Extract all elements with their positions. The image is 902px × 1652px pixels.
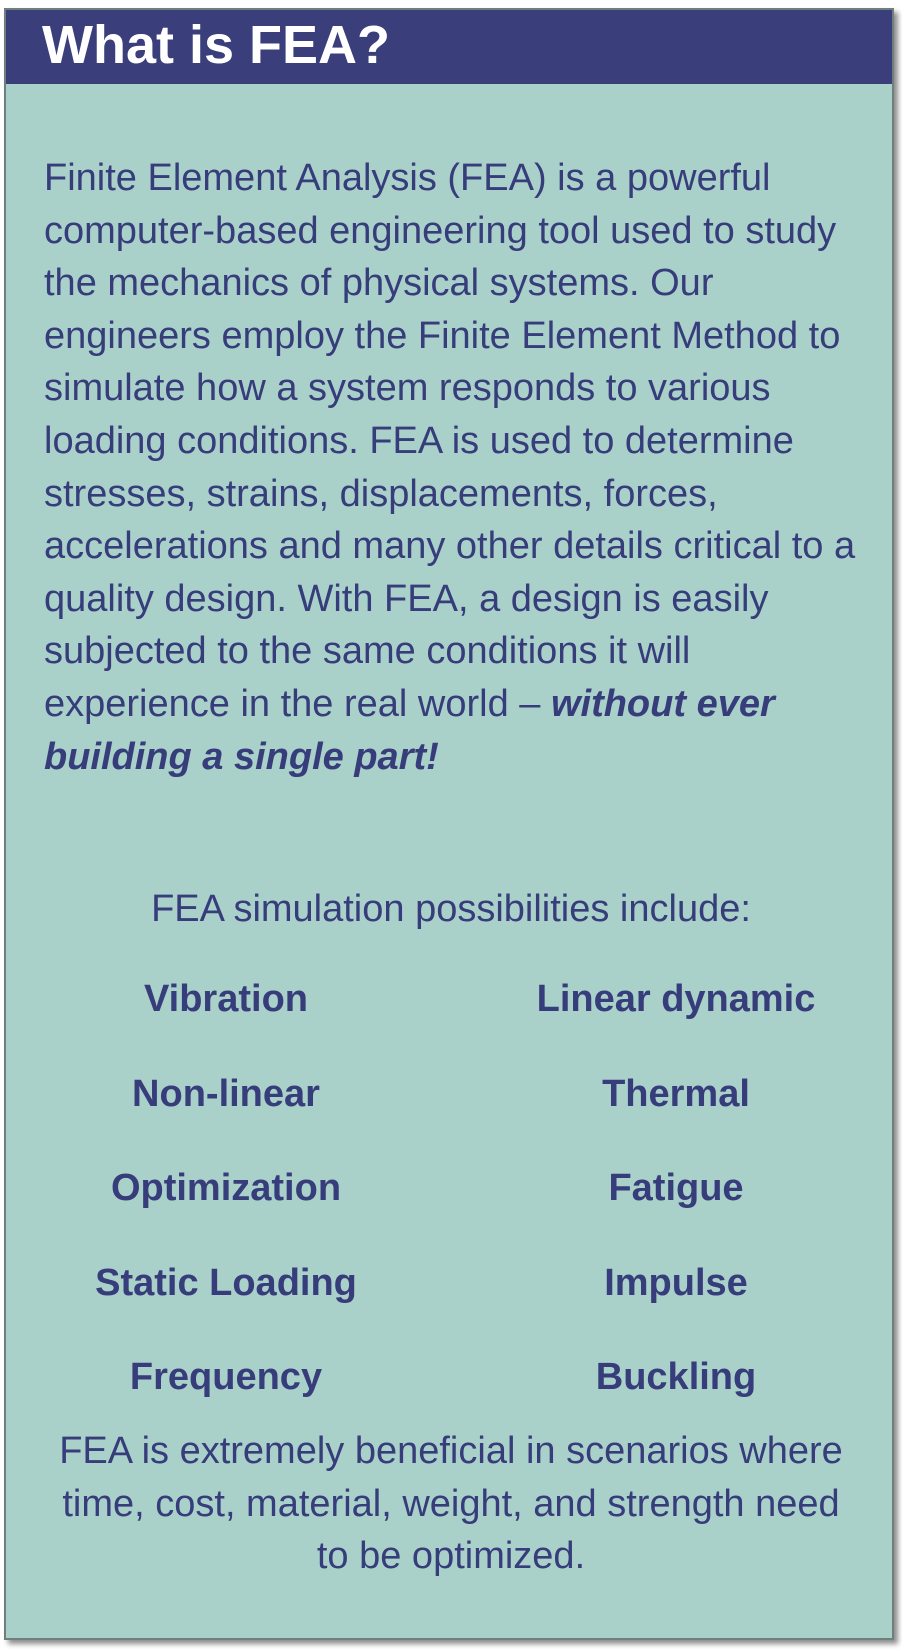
possibility-item: Linear dynamic (536, 978, 816, 1020)
closing-paragraph: FEA is extremely beneficial in scenarios where time, cost, material, weight, and strength need to be optimized. (59, 1430, 843, 1578)
possibility-item: Impulse (604, 1261, 748, 1304)
possibilities-row (6, 1071, 894, 1166)
possibilities-row (6, 1165, 894, 1260)
possibility-item: Frequency (129, 1356, 323, 1398)
possibilities-row (6, 976, 894, 1071)
page-title: What is FEA? (42, 15, 390, 75)
intro-text: Finite Element Analysis (FEA) is a powerful computer-based engineering tool used to study the mechanics of physical systems. Our engineers employ the Finite Element Method to simulate how a system responds to various loading conditions. FEA is used to determine stresses, strains, displacements, forces, accelerations and many other details critical to a quality design. With FEA, a design is easily subjected to the same conditions it will experience in the real world – (44, 157, 856, 725)
fea-info-card (4, 8, 894, 1640)
possibilities-heading: FEA simulation possibilities include: (151, 888, 751, 930)
possibilities-grid (6, 976, 894, 1449)
header-bar (6, 10, 892, 84)
possibility-item: Fatigue (608, 1167, 744, 1209)
possibility-item: Buckling (595, 1356, 757, 1398)
possibility-item: Vibration (144, 978, 308, 1020)
intro-paragraph (44, 152, 864, 783)
intro-emphasis: without ever building a single part! (44, 682, 775, 778)
possibility-item: Thermal (602, 1072, 750, 1115)
possibility-item: Optimization (110, 1167, 342, 1209)
possibility-item: Non-linear (132, 1072, 320, 1115)
possibilities-row (6, 1260, 894, 1355)
possibility-item: Static Loading (95, 1261, 357, 1304)
